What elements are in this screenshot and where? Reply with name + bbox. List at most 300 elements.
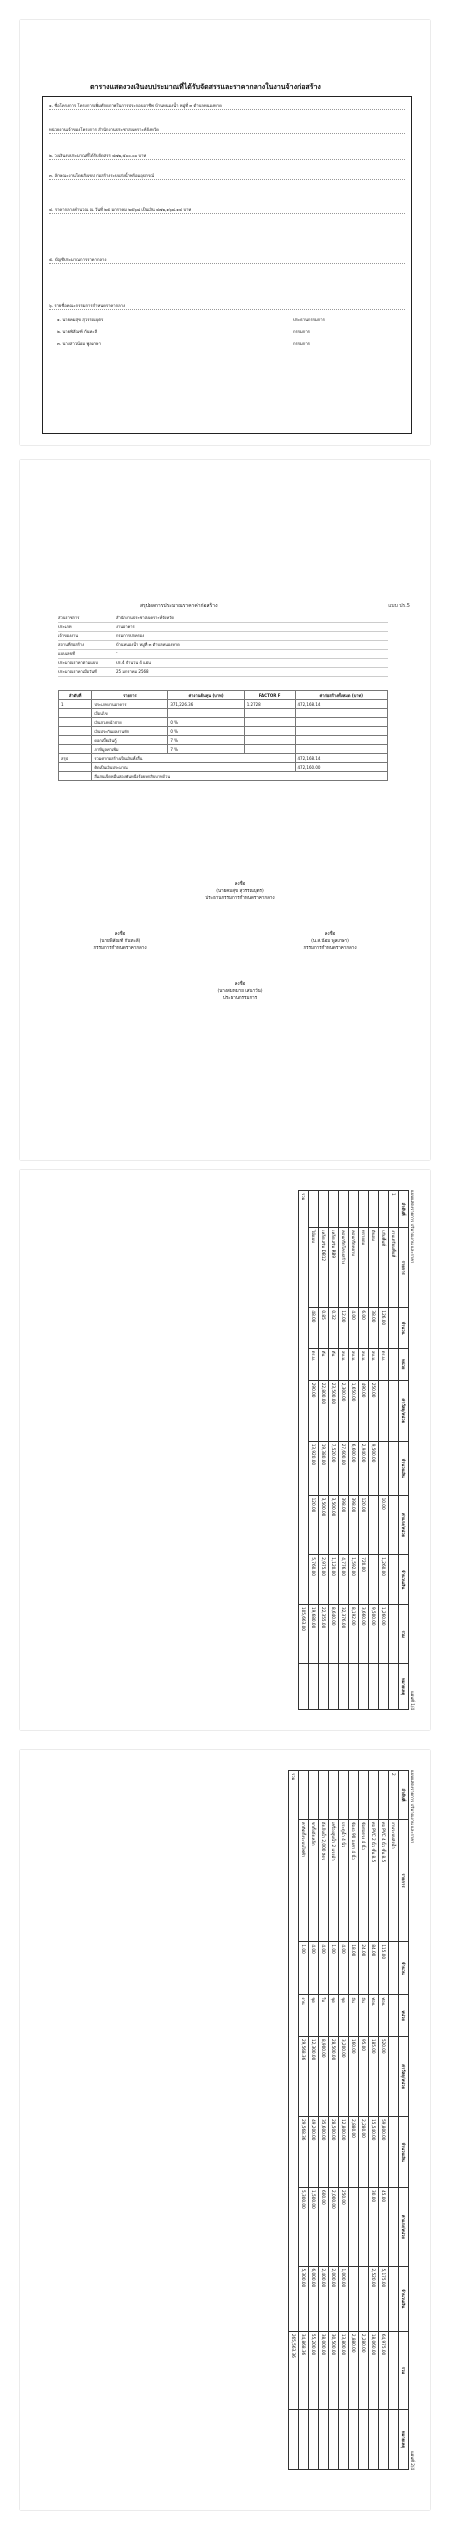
signer-name: (นางสมหมาย เสนาวัน) (217, 989, 263, 994)
table-cell: 49,200.00 (309, 2117, 319, 2188)
table-cell: 4.00 (319, 1942, 329, 1995)
table-cell: 2,280.00 (359, 2331, 369, 2409)
sheet-number: แผ่นที่ 1/4 (410, 1691, 415, 1710)
table-cell (379, 1191, 389, 1228)
table-cell (369, 1771, 379, 1820)
amount-in-words: สี่แสนเจ็ดหมื่นสองพันหนึ่งร้อยหกสิบบาทถ้วน (92, 772, 388, 781)
table-cell: 1,260.00 (379, 1604, 389, 1663)
table-row (359, 1191, 369, 1710)
table-cell: 2,400.00 (319, 2266, 329, 2331)
table-cell (359, 2409, 369, 2469)
table-cell (389, 1942, 399, 1995)
table-cell (295, 709, 387, 718)
table-row (389, 1191, 399, 1710)
item-project-name: ๑. ชื่อโครงการ โครงการเพิ่มศักยภาพในการประกอบอาชีพ บ้านหนองน้ำ หมู่ที่ ๓ ตำบลหนองหาด (49, 103, 405, 110)
table-cell (369, 1555, 379, 1605)
rounded-label: คิดเป็นเงินประมาณ (92, 763, 295, 772)
table-cell: 3,500.00 (319, 1495, 329, 1555)
table-cell (59, 745, 92, 754)
table-row (299, 1771, 309, 2470)
table-cell: ดินถม (369, 1228, 379, 1308)
table-row (359, 1771, 369, 2470)
table-cell: 12,300.00 (309, 2036, 319, 2116)
table-cell (389, 1380, 399, 1441)
table-cell: ไม้แบบ (309, 1228, 319, 1308)
table-cell: 38,000.00 (319, 2331, 329, 2409)
table-row (379, 1191, 389, 1710)
sign-label: ลงชื่อ (324, 932, 336, 937)
table-cell (339, 1664, 349, 1710)
table-cell: 2,940.00 (359, 1441, 369, 1495)
table-cell: เหล็กเสริม RB9 (329, 1228, 339, 1308)
table-cell: เงินล่วงหน้าจ่าย (92, 718, 168, 727)
column-header: รวม (399, 2331, 409, 2409)
meta-key: เจ้าของงาน (58, 633, 78, 638)
table-cell (309, 1771, 319, 1820)
sign-label: ลงชื่อ (234, 982, 246, 987)
table-cell: ขาตั้งถังเหล็ก (309, 1819, 319, 1942)
table-cell: 250.00 (369, 1380, 379, 1441)
signer-role: กรรมการกำหนดราคากลาง (303, 946, 357, 951)
table-cell: 23,500.00 (329, 1380, 339, 1441)
table-cell: 0.32 (329, 1308, 339, 1348)
table-cell: 120.00 (309, 1495, 319, 1555)
table-cell: 5,300.00 (299, 2266, 309, 2331)
table-row (379, 1771, 389, 2470)
table-cell (389, 1664, 399, 1710)
item-estimate-list: ๕. บัญชีประมาณการราคากลาง (49, 257, 405, 264)
table-cell (299, 2409, 309, 2469)
column-header: รายการ (399, 1819, 409, 1942)
table-cell: 84.00 (369, 1942, 379, 1995)
table-cell: 371,226.36 (168, 700, 244, 709)
column-header: รวม (399, 1604, 409, 1663)
table-cell: 490.00 (359, 1380, 369, 1441)
table-cell: 0 % (168, 718, 244, 727)
table-cell: 2,000.00 (329, 2266, 339, 2331)
table-cell (339, 2409, 349, 2469)
table-cell: ใบ (319, 1995, 329, 2037)
signature-block-1 (170, 880, 310, 901)
table-cell (59, 727, 92, 736)
signature-block-4 (170, 980, 310, 1001)
table-cell (389, 1495, 399, 1555)
table-cell: 1 (59, 700, 92, 709)
table-cell: 1,000.00 (339, 2266, 349, 2331)
table-cell: 12.00 (339, 1308, 349, 1348)
item-description: ๓. ลักษณะงานโดยสังเขป ก่อสร้างระบบส่งน้ำพร้อมอุปกรณ์ (49, 173, 405, 180)
column-header: จำนวน (399, 1942, 409, 1995)
column-header: ลำดับที่ (399, 1771, 409, 1820)
form-number: แบบ ปร.5 (388, 603, 410, 609)
table-cell (349, 1771, 359, 1820)
table-cell: 2,300.00 (339, 1380, 349, 1441)
table-cell: อัน (349, 1995, 359, 2037)
committee-member-1: ๑. นายคมสุข สุวรรณบุตร (57, 317, 104, 322)
table-cell (379, 2409, 389, 2469)
rotated-sheet (298, 1190, 415, 1710)
table-cell: ตัน (329, 1348, 339, 1380)
table-cell: 4.00 (349, 1308, 359, 1348)
table-cell: 22,355.00 (319, 1604, 329, 1663)
table-row (319, 1771, 329, 2470)
meta-block (58, 614, 388, 677)
table-cell (359, 1191, 369, 1228)
table-cell: ถังเก็บน้ำ 2,000 ลิตร (319, 1819, 329, 1942)
table-cell: 48.00 (309, 1308, 319, 1348)
table-cell: 1,650.00 (349, 1380, 359, 1441)
table-cell: 472,168.14 (295, 700, 387, 709)
table-cell: 160.00 (349, 2036, 359, 2116)
table-row (309, 1191, 319, 1710)
table-cell (329, 1191, 339, 1228)
table-cell (299, 1771, 309, 1820)
meta-key: สถานที่ก่อสร้าง (58, 642, 85, 647)
table-cell (244, 727, 295, 736)
table-cell (389, 1308, 399, 1348)
table-cell (244, 709, 295, 718)
table-cell (359, 1664, 369, 1710)
table-cell: ลบ.ม. (369, 1348, 379, 1380)
table-cell: ตร.ม. (379, 1348, 389, 1380)
table-cell: 7 % (168, 745, 244, 754)
meta-value: งานอาคาร (116, 624, 135, 629)
column-header: หน่วย (399, 1348, 409, 1380)
meta-key: ประมาณราคาตามแบบ (58, 660, 98, 665)
table-cell (319, 1191, 329, 1228)
table-cell: 120.00 (359, 1495, 369, 1555)
table-cell: 45.00 (379, 2188, 389, 2266)
table-cell: 720.00 (359, 1555, 369, 1605)
table-cell: 13,920.00 (309, 1441, 319, 1495)
table-cell (329, 2409, 339, 2469)
item-median-price: ๔. ราคากลางคำนวณ ณ วันที่ ๒๕ มกราคม ๒๕๖๘ เป็นเงิน ๔๗๒,๑๖๘.๑๔ บาท (49, 207, 405, 214)
table-cell (295, 745, 387, 754)
table-row (369, 1191, 379, 1710)
table-cell (339, 1771, 349, 1820)
sum-value: 265,563.36 (289, 2331, 299, 2409)
table-cell: ลบ.ม. (359, 1348, 369, 1380)
table-cell (59, 736, 92, 745)
meta-value: 25 มกราคม 2568 (116, 669, 149, 674)
sheet-title: แบบแสดงรายการ ปริมาณงาน และราคา (410, 1190, 415, 1264)
col-total: ค่าก่อสร้างทั้งหมด (บาท) (295, 691, 387, 700)
table-cell: 38.00 (369, 1308, 379, 1348)
table-cell: ค่าติดตั้งระบบไฟฟ้า (299, 1819, 309, 1942)
table-cell (349, 1191, 359, 1228)
table-cell: 3,200.00 (339, 2036, 349, 2116)
table-cell (389, 2117, 399, 2188)
table-cell (369, 1664, 379, 1710)
table-cell: ลบ.ม. (339, 1348, 349, 1380)
signer-role: ประธานกรรมการ (222, 996, 258, 1001)
table-cell: 32,376.00 (339, 1604, 349, 1663)
meta-value: กรมการปกครอง (116, 633, 145, 638)
table-cell: 126.00 (379, 1308, 389, 1348)
table-cell: 10.00 (379, 1495, 389, 1555)
table-cell: ดอกเบี้ยเงินกู้ (92, 736, 168, 745)
table-cell: 398.00 (339, 1495, 349, 1555)
col-factor: FACTOR F (244, 691, 295, 700)
committee-role-3: กรรมการ (293, 341, 310, 346)
table-cell: 4,776.00 (339, 1555, 349, 1605)
table-cell: 0 % (168, 727, 244, 736)
table-cell: ท่อน (379, 1995, 389, 2037)
table-cell (59, 718, 92, 727)
table-cell: 34,868.36 (299, 2331, 309, 2409)
table-cell: 398.00 (349, 1495, 359, 1555)
table-cell (244, 718, 295, 727)
signer-name: (นายพิสัณฑ์ กันทะลี) (99, 939, 141, 944)
page-bill-of-quantities-1 (20, 1170, 430, 1730)
table-cell: 1,260.00 (379, 1555, 389, 1605)
table-cell: ตร.ม. (309, 1348, 319, 1380)
table-cell: 28,500.00 (329, 2117, 339, 2188)
table-cell: 8,900.00 (319, 2036, 329, 2116)
table-cell: 27,600.00 (339, 1441, 349, 1495)
table-cell: 1,592.00 (349, 1555, 359, 1605)
table-row (59, 718, 388, 727)
table-cell: 29,568.36 (299, 2117, 309, 2188)
table-cell (359, 2188, 369, 2266)
table-cell: 4.00 (309, 1942, 319, 1995)
table-cell (349, 2409, 359, 2469)
table-cell: 520.00 (379, 2036, 389, 2116)
signature-block-2 (60, 930, 180, 951)
summary-header: สรุปผลการประมาณราคาค่าก่อสร้าง (140, 603, 218, 609)
boq-table (288, 1770, 409, 2470)
table-cell: 290.00 (309, 1380, 319, 1441)
table-cell (59, 709, 92, 718)
table-cell: 28,500.00 (329, 2036, 339, 2116)
table-cell (309, 1191, 319, 1228)
meta-value: - (116, 650, 118, 655)
column-header: ค่าวัสดุ/หน่วย (399, 1380, 409, 1441)
column-header: จำนวนเงิน (399, 2117, 409, 2188)
table-cell: 30.00 (369, 2188, 379, 2266)
table-cell (389, 1604, 399, 1663)
sum-label: รวม (289, 1771, 299, 2332)
sign-label: ลงชื่อ (234, 882, 246, 887)
table-cell: ชุด (329, 1995, 339, 2037)
table-cell (295, 718, 387, 727)
table-cell (349, 1664, 359, 1710)
table-cell: 5,300.00 (299, 2188, 309, 2266)
table-cell (389, 2331, 399, 2409)
table-cell: ข้อต่อตรง 4 นิ้ว (359, 1819, 369, 1942)
table-cell (329, 1771, 339, 1820)
table-cell: 18.00 (349, 1942, 359, 1995)
table-cell (389, 2036, 399, 2116)
table-cell: 29,568.36 (299, 2036, 309, 2116)
table-cell: 19,680.00 (309, 1604, 319, 1663)
table-cell: 2,000.00 (329, 2188, 339, 2266)
table-row (59, 709, 388, 718)
total-value: 472,168.14 (295, 754, 387, 763)
table-cell: 6,600.00 (349, 1441, 359, 1495)
column-header: หน่วย (399, 1995, 409, 2037)
column-header: จำนวน (399, 1308, 409, 1348)
table-row (59, 736, 388, 745)
table-cell: 3,500.00 (329, 1495, 339, 1555)
table-cell: เหล็กเสริม DB12 (319, 1228, 329, 1308)
page-bill-of-quantities-2 (20, 1750, 430, 2510)
table-cell: 600.00 (319, 2188, 329, 2266)
table-cell: 19,380.00 (319, 1441, 329, 1495)
table-cell (349, 2188, 359, 2266)
table-cell: เงื่อนไข (92, 709, 168, 718)
sheet-title: แบบแสดงรายการ ปริมาณงาน และราคา (410, 1770, 415, 1844)
table-cell: 0.85 (319, 1308, 329, 1348)
summary-label: สรุป (59, 754, 92, 763)
signer-name: (นายคมสุข สุวรรณบุตร) (216, 889, 264, 894)
table-cell (379, 1664, 389, 1710)
form-box (42, 96, 412, 434)
table-row (59, 700, 388, 709)
table-cell (168, 709, 244, 718)
signature-block-3 (270, 930, 390, 951)
item-budget: ๒. วงเงินงบประมาณที่ได้รับจัดสรร ๔๗๒,๕๐๐.๐๐ บาท (49, 153, 405, 160)
table-cell: 9,500.00 (369, 1441, 379, 1495)
table-cell: 1 (389, 1191, 399, 1228)
table-cell (389, 2266, 399, 2331)
table-cell (379, 1380, 389, 1441)
meta-value: ปร.4 จำนวน 4 แผ่น (116, 660, 151, 665)
table-cell: 185.00 (369, 2036, 379, 2116)
meta-value: บ้านหนองน้ำ หมู่ที่ ๓ ตำบลหนองหาด (116, 642, 180, 647)
table-cell (389, 1995, 399, 2037)
table-row (329, 1771, 339, 2470)
table-cell (309, 1664, 319, 1710)
column-header: หมายเหตุ (399, 1664, 409, 1710)
table-cell: 8,192.00 (349, 1604, 359, 1663)
column-header: หมายเหตุ (399, 2409, 409, 2469)
table-cell: 5,175.00 (379, 2266, 389, 2331)
table-cell: 95.00 (359, 2036, 369, 2116)
table-cell: 1,120.00 (329, 1555, 339, 1605)
sign-label: ลงชื่อ (114, 932, 126, 937)
table-cell: งาน (299, 1995, 309, 2037)
table-cell (379, 1771, 389, 1820)
table-cell: 1.2728 (244, 700, 295, 709)
table-cell (389, 1348, 399, 1380)
table-cell: 22,800.00 (319, 1380, 329, 1441)
table-row (389, 1771, 399, 2470)
table-cell (295, 736, 387, 745)
table-cell: ทรายถม (359, 1228, 369, 1308)
col-cost: ค่างานต้นทุน (บาท) (168, 691, 244, 700)
table-cell (319, 1664, 329, 1710)
page-price-summary (20, 460, 430, 1160)
sum-label: รวม (299, 1191, 309, 1605)
table-cell (369, 2409, 379, 2469)
table-cell: ท่อ PVC 4 นิ้ว ชั้น 8.5 (379, 1819, 389, 1942)
table-cell (359, 2266, 369, 2331)
table-cell: เครื่องสูบน้ำ 2 แรงม้า (329, 1819, 339, 1942)
table-cell: 2,520.00 (369, 2266, 379, 2331)
table-cell (319, 1771, 329, 1820)
table-row (59, 727, 388, 736)
table-row (319, 1191, 329, 1710)
signer-role: กรรมการกำหนดราคากลาง (93, 946, 147, 951)
item-committee: ๖. รายชื่อคณะกรรมการกำหนดราคากลาง (49, 303, 405, 310)
table-row (339, 1191, 349, 1710)
column-header: จำนวนเงิน (399, 1555, 409, 1605)
table-cell (339, 1191, 349, 1228)
table-cell (389, 2409, 399, 2469)
table-cell: 18,060.00 (369, 2331, 379, 2409)
rotated-sheet (288, 1770, 415, 2470)
column-header: รายการ (399, 1228, 409, 1308)
table-cell: 12,800.00 (339, 2117, 349, 2188)
table-cell: 7,520.00 (329, 1441, 339, 1495)
table-cell: ชุด (309, 1995, 319, 2037)
column-header: ลำดับที่ (399, 1191, 409, 1228)
table-cell (379, 1441, 389, 1495)
column-header: ค่าวัสดุ/หน่วย (399, 2036, 409, 2116)
table-row (349, 1771, 359, 2470)
table-cell: ลบ.ม. (349, 1348, 359, 1380)
table-row (339, 1771, 349, 2470)
column-header: ค่าแรง/หน่วย (399, 1495, 409, 1555)
table-cell: 13,800.00 (339, 2331, 349, 2409)
item-agency: หน่วยงานเจ้าของโครงการ สำนักงานประชาสงเคราะห์จังหวัด (49, 127, 405, 134)
table-cell: ตัน (319, 1348, 329, 1380)
table-cell (389, 1555, 399, 1605)
col-no: ลำดับที่ (59, 691, 92, 700)
boq-table (298, 1190, 409, 1710)
table-cell: ท่อ PVC 2 นิ้ว ชั้น 8.5 (369, 1819, 379, 1942)
table-cell: 7 % (168, 736, 244, 745)
table-cell (319, 2409, 329, 2469)
table-cell: คอนกรีตโครงสร้าง (339, 1228, 349, 1308)
table-cell: 1.00 (299, 1942, 309, 1995)
table-cell: 55,200.00 (309, 2331, 319, 2409)
table-row (59, 745, 388, 754)
column-header: จำนวนเงิน (399, 2266, 409, 2331)
table-cell: ปรับพื้นที่ (379, 1228, 389, 1308)
table-cell: คอนกรีตหยาบ (349, 1228, 359, 1308)
table-row (369, 1771, 379, 2470)
total-label: รวมค่าก่อสร้างเป็นเงินทั้งสิ้น (92, 754, 295, 763)
table-cell: ประตูน้ำ 4 นิ้ว (339, 1819, 349, 1942)
table-cell (389, 2188, 399, 2266)
table-cell: 6.00 (359, 1308, 369, 1348)
table-cell (389, 1441, 399, 1495)
table-cell: 2,880.00 (349, 2331, 359, 2409)
table-cell (329, 1664, 339, 1710)
table-cell: 15,540.00 (369, 2117, 379, 2188)
meta-value: สำนักงานประชาสงเคราะห์จังหวัด (116, 615, 174, 620)
table-cell (244, 745, 295, 754)
table-cell: 2 (389, 1771, 399, 1820)
table-cell: 64,975.00 (379, 2331, 389, 2409)
column-header: จำนวนเงิน (399, 1441, 409, 1495)
table-cell: งานเตรียมพื้นที่ (389, 1228, 399, 1308)
meta-key: ประเภท (58, 624, 72, 629)
table-cell: 24.00 (359, 1942, 369, 1995)
table-cell: 5,760.00 (309, 1555, 319, 1605)
sum-value: 105,663.00 (299, 1604, 309, 1663)
table-row (309, 1771, 319, 2470)
table-cell: 30,500.00 (329, 2331, 339, 2409)
table-cell: 2,975.00 (319, 1555, 329, 1605)
table-cell: ประเภทงานอาคาร (92, 700, 168, 709)
column-header: ค่าแรง/หน่วย (399, 2188, 409, 2266)
signer-name: (น.ส.น้อม พูลเกษา) (311, 939, 349, 944)
table-cell: ภาษีมูลค่าเพิ่ม (92, 745, 168, 754)
table-cell: 4.00 (339, 1942, 349, 1995)
